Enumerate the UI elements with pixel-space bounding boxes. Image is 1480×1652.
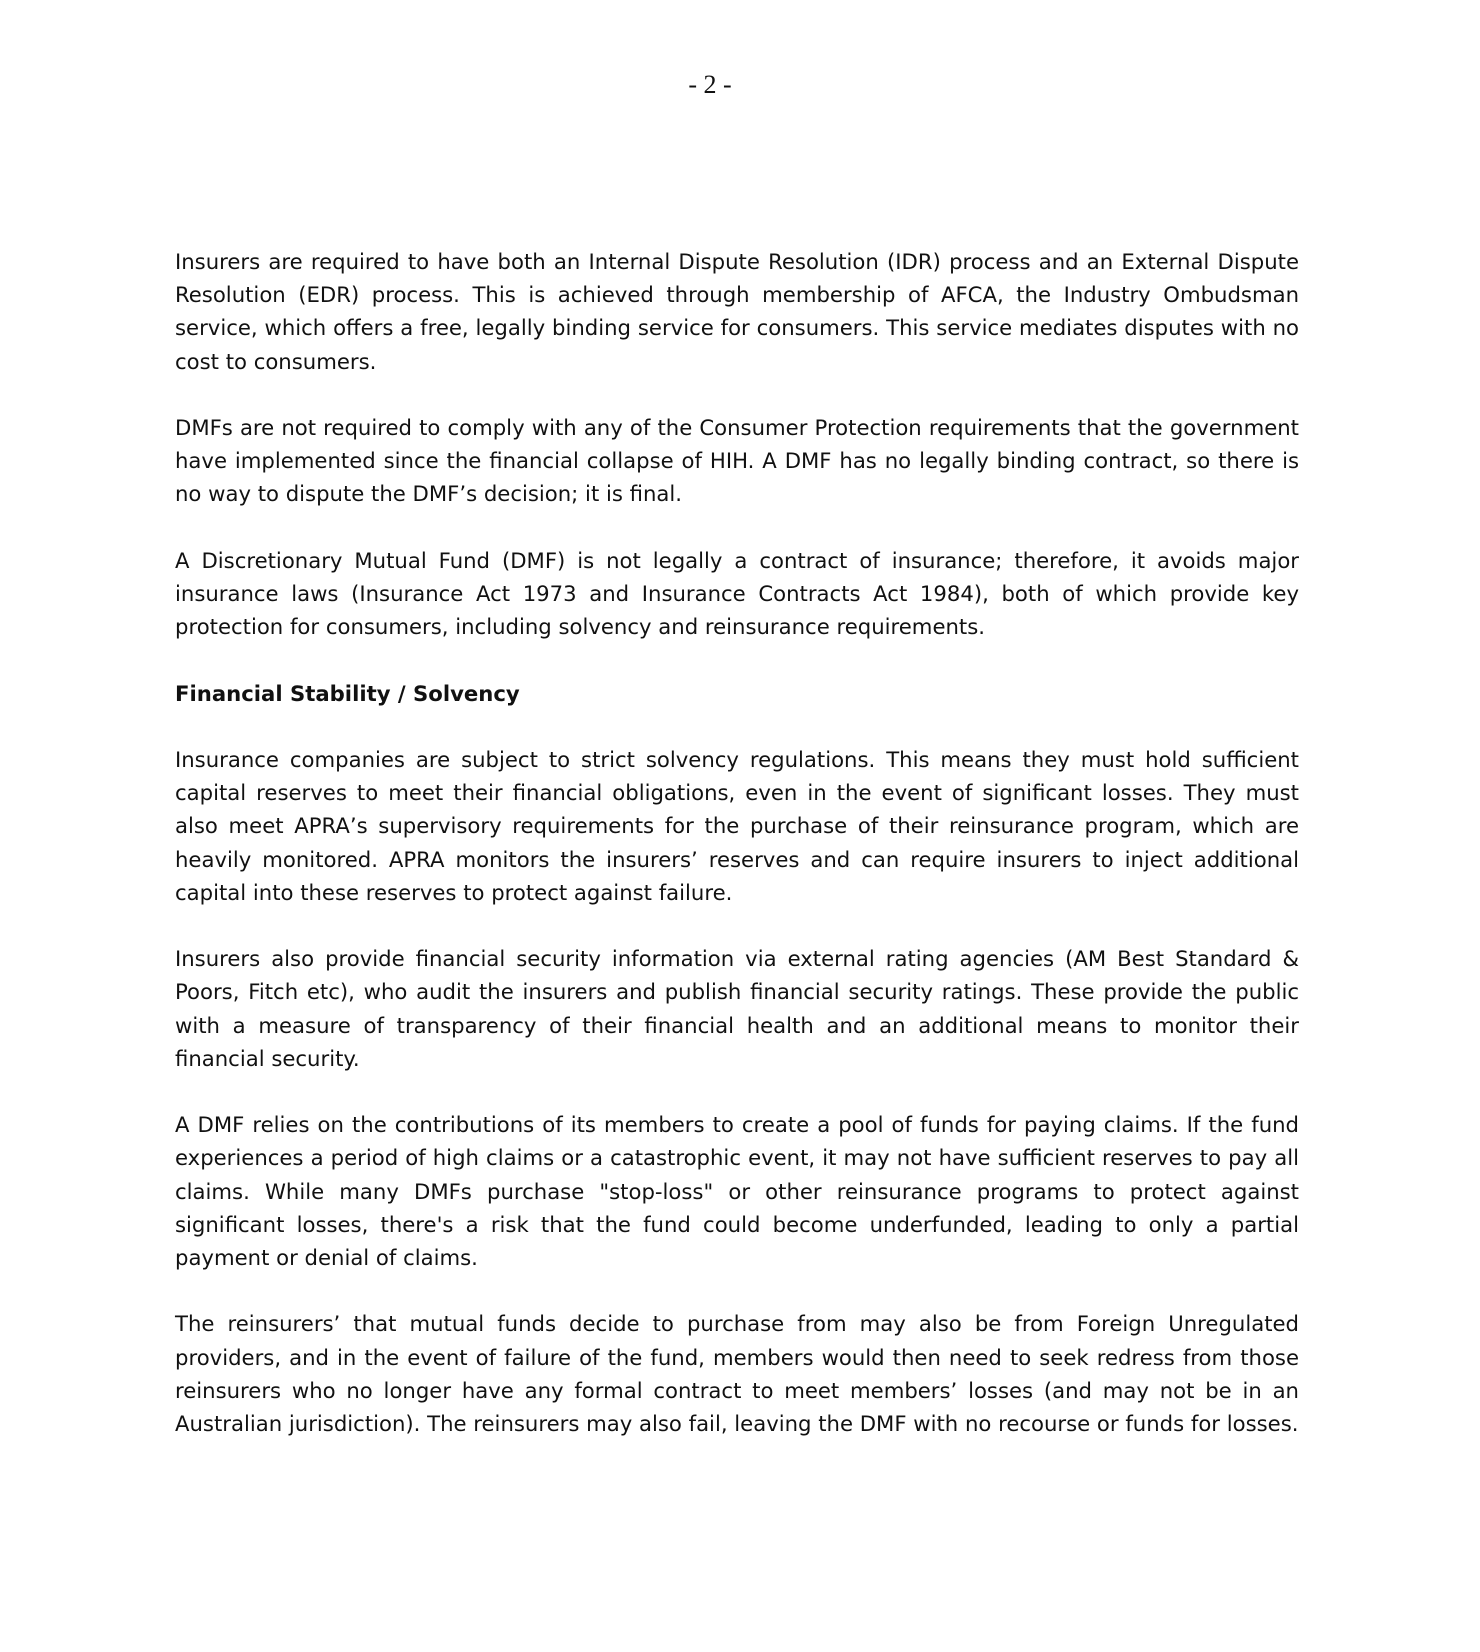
paragraph-foreign-reinsurers: The reinsurers’ that mutual funds decide to purchase from may also be from Foreign Unregulated providers, and in the event of failure of the fund, members would then need to seek redress from those reinsurers who no longer have any formal contract to meet members’ losses (and may not be in an Australian jurisdiction). The reinsurers may also fail, leaving the DMF with no recourse or funds for losses. xyxy=(175,1311,1299,1436)
paragraph-dmf-not-insurance: A Discretionary Mutual Fund (DMF) is not legally a contract of insurance; therefore, it avoids major insurance laws (Insurance Act 1973 and Insurance Contracts Act 1984), both of which provide key protection for consumers, including solvency and reinsurance requirements. xyxy=(175,547,1299,640)
page-number: - 2 - xyxy=(688,70,732,99)
paragraph-consumer-protection: DMFs are not required to comply with any of the Consumer Protection requirements that the government have implemented since the financial collapse of HIH. A DMF has no legally binding contract, so there is no way to dispute the DMF’s decision; it is final. xyxy=(175,415,1299,507)
paragraph-rating-agencies: Insurers also provide financial security information via external rating agencies (AM Best Standard & Poors, Fitch etc), who audit the insurers and publish financial security ratings. These provide the public with a measure of transparency of their financial health and an additional means to monitor their financial security. xyxy=(175,946,1299,1071)
section-heading: Financial Stability / Solvency xyxy=(175,680,520,706)
document-body xyxy=(175,245,1299,1473)
paragraph-dispute-resolution: Insurers are required to have both an Internal Dispute Resolution (IDR) process and an External Dispute Resolution (EDR) process. This is achieved through membership of AFCA, the Industry Ombudsman service, which offers a free, legally binding service for consumers. This service mediates disputes with no cost to consumers. xyxy=(175,249,1299,374)
paragraph-dmf-contributions: A DMF relies on the contributions of its members to create a pool of funds for paying claims. If the fund experiences a period of high claims or a catastrophic event, it may not have sufficient reserves to pay all claims. While many DMFs purchase "stop-loss" or other reinsurance programs to protect against significant losses, there's a risk that the fund could become underfunded, leading to only a partial payment or denial of claims. xyxy=(175,1112,1299,1270)
paragraph-solvency-regulations: Insurance companies are subject to strict solvency regulations. This means they must hold sufficient capital reserves to meet their financial obligations, even in the event of significant losses. They must also meet APRA’s supervisory requirements for the purchase of their reinsurance program, which are heavily monitored. APRA monitors the insurers’ reserves and can require insurers to inject additional capital into these reserves to protect against failure. xyxy=(175,746,1299,905)
